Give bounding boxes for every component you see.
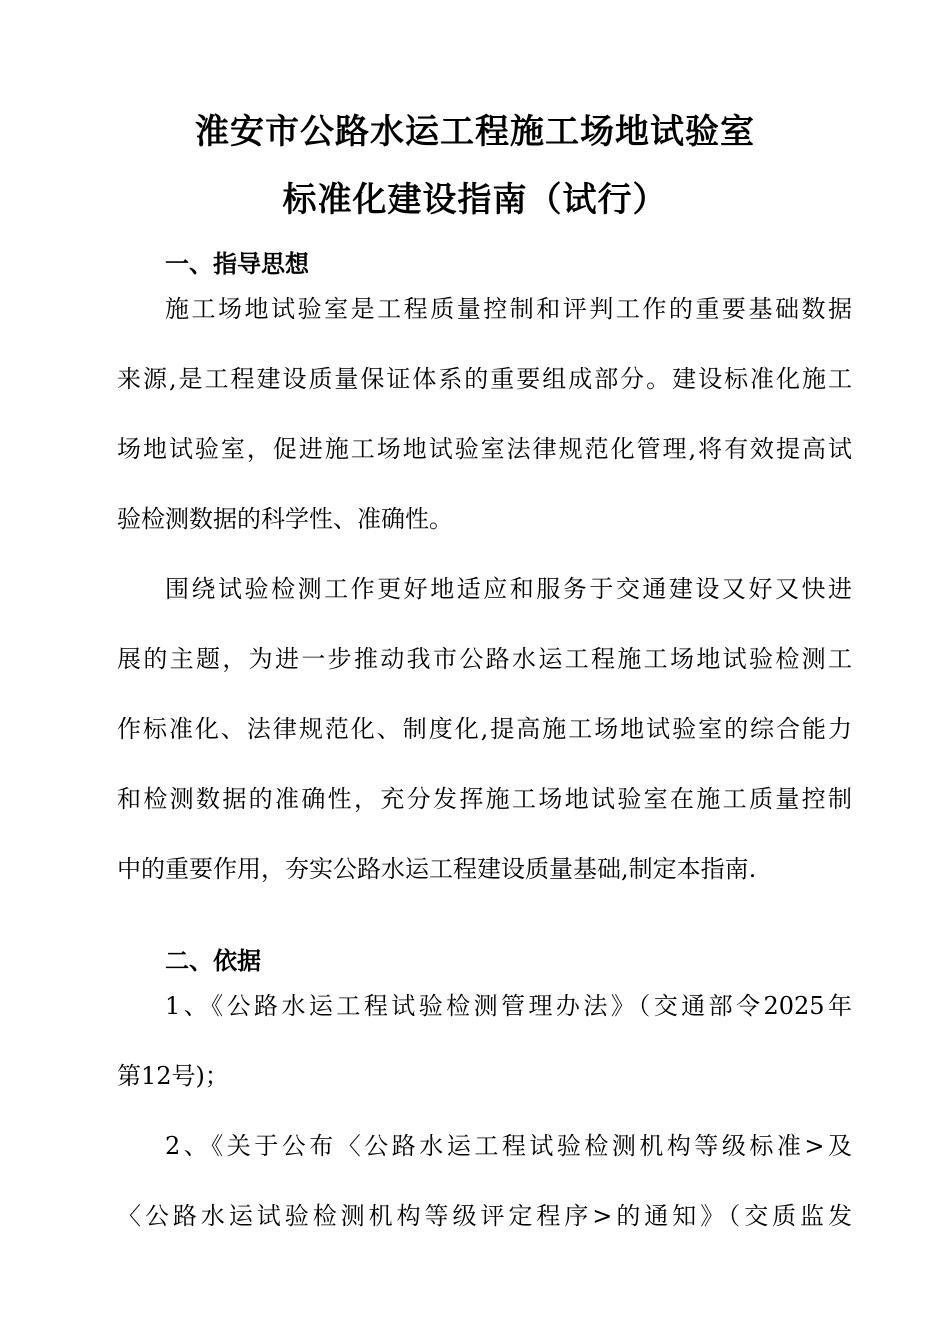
document-title-line-1: 淮安市公路水运工程施工场地试验室 [195, 112, 755, 152]
paragraph-line: 场地试验室，促进施工场地试验室法律规范化管理,将有效提高试 [117, 435, 852, 463]
list-item-line: 〈公路水运试验检测机构等级评定程序>的通知》（交质监发 [117, 1202, 852, 1230]
paragraph-line: 展的主题，为进一步推动我市公路水运工程施工场地试验检测工 [117, 645, 852, 673]
document-title-line-2: 标准化建设指南（试行） [282, 180, 668, 220]
list-item-line: 1、《公路水运工程试验检测管理办法》（交通部令2025年 [165, 992, 852, 1020]
paragraph-line: 和检测数据的准确性，充分发挥施工场地试验室在施工质量控制 [117, 785, 852, 813]
paragraph-line: 来源,是工程建设质量保证体系的重要组成部分。建设标准化施工 [117, 365, 852, 393]
paragraph-line: 中的重要作用，夯实公路水运工程建设质量基础,制定本指南. [117, 855, 757, 883]
paragraph-line: 施工场地试验室是工程质量控制和评判工作的重要基础数据 [165, 295, 852, 323]
list-item-line: 2、《关于公布〈公路水运工程试验检测机构等级标准>及 [165, 1132, 852, 1160]
section-heading-guiding-thought: 一、指导思想 [165, 250, 309, 278]
paragraph-line: 围绕试验检测工作更好地适应和服务于交通建设又好又快进 [165, 575, 852, 603]
list-item-line: 第12号)； [117, 1062, 229, 1090]
paragraph-line: 作标准化、法律规范化、制度化,提高施工场地试验室的综合能力 [117, 715, 852, 743]
paragraph-line: 验检测数据的科学性、准确性。 [117, 505, 453, 533]
section-heading-basis: 二、依据 [165, 947, 261, 975]
